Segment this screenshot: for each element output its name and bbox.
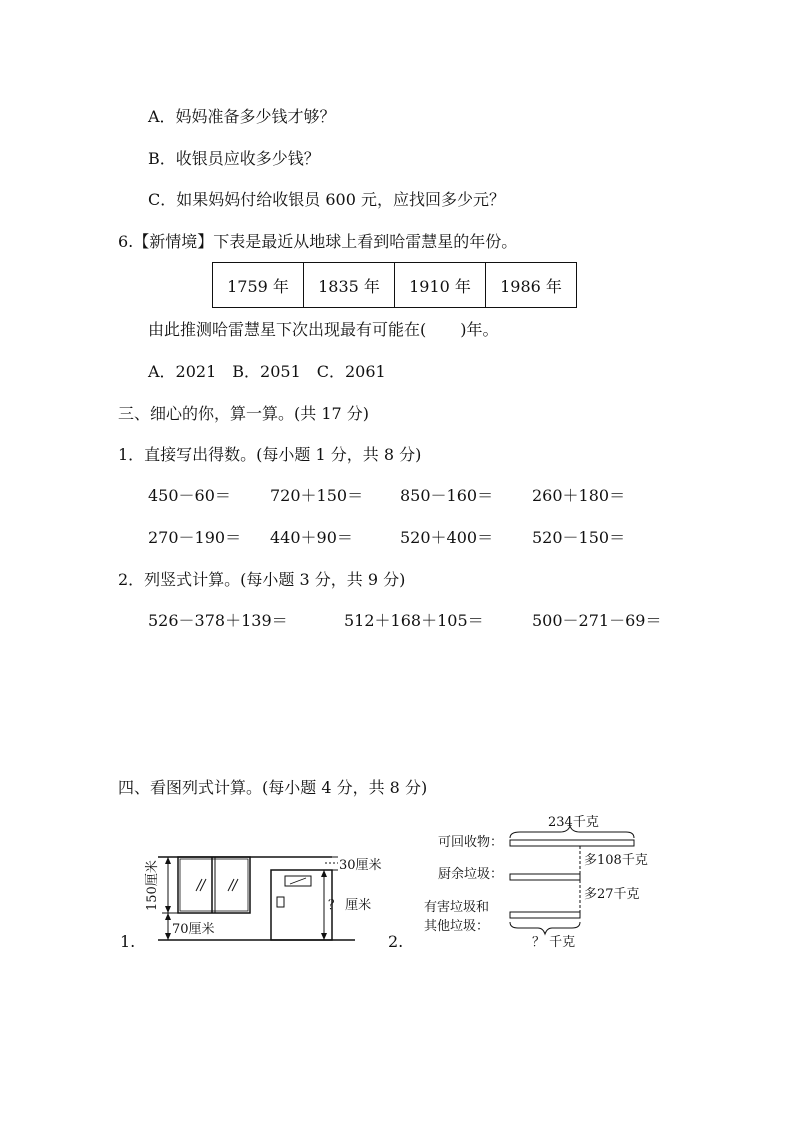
- kitchen-label: 厨余垃圾：: [438, 867, 504, 882]
- q6-text: 下表是最近从地球上看到哈雷慧星的年份。: [213, 232, 518, 251]
- section3-sub1: 1．直接写出得数。(每小题 1 分，共 8 分): [118, 445, 422, 464]
- q5-option-c: C．如果妈妈付给收银员 600 元，应找回多少元？: [148, 190, 505, 209]
- bottom-label: 70厘米: [172, 922, 215, 937]
- total-label: 234千克: [548, 815, 599, 830]
- section4-title: 四、看图列式计算。(每小题 4 分，共 8 分): [118, 778, 428, 797]
- diff1-label: 多108千克: [584, 853, 648, 868]
- calc-item: 270－190＝: [148, 528, 242, 547]
- garbage-bar-diagram: [420, 808, 670, 953]
- calc-item: 720＋150＝: [270, 486, 364, 505]
- calc-item: 450－60＝: [148, 486, 231, 505]
- q6-prompt-after: )年。: [460, 320, 499, 339]
- calc-item: 520＋400＝: [400, 528, 494, 547]
- calc-item: 260＋180＝: [532, 486, 626, 505]
- q6-number: 6.: [118, 232, 134, 251]
- q6-stem: [118, 232, 517, 252]
- year-cell: 1835 年: [304, 263, 395, 308]
- recyclable-label: 可回收物：: [438, 835, 504, 850]
- calc-item: 440＋90＝: [270, 528, 353, 547]
- hazardous-label-1: 有害垃圾和: [424, 900, 490, 915]
- year-cell: 1759 年: [213, 263, 304, 308]
- top-label: 30厘米: [339, 858, 382, 873]
- fig1-number: 1.: [120, 932, 136, 951]
- calc-item: 520－150＝: [532, 528, 626, 547]
- height-label: 150厘米: [145, 860, 160, 911]
- diff2-label: 多27千克: [584, 887, 640, 902]
- section3-title: 三、细心的你，算一算。(共 17 分): [118, 404, 370, 423]
- section3-sub2: 2．列竖式计算。(每小题 3 分，共 9 分): [118, 570, 406, 589]
- q6-prompt: [148, 320, 499, 340]
- year-cell: 1986 年: [486, 263, 577, 308]
- q6-choices: A．2021 B．2051 C．2061: [148, 362, 386, 381]
- unknown-label: ？ 千克: [532, 935, 576, 950]
- q6-tag: 【新情境】: [133, 232, 214, 251]
- fig2-number: 2.: [388, 932, 404, 951]
- vertical-calc-item: 512＋168＋105＝: [344, 611, 484, 630]
- halley-years-table: [212, 262, 577, 308]
- q5-option-a: A．妈妈准备多少钱才够？: [148, 107, 336, 126]
- wall-diagram: [140, 845, 385, 950]
- calc-item: 850－160＝: [400, 486, 494, 505]
- door-height-label: ？ 厘米: [328, 898, 372, 913]
- year-cell: 1910 年: [395, 263, 486, 308]
- vertical-calc-item: 526－378＋139＝: [148, 611, 288, 630]
- q5-option-b: B．收银员应收多少钱？: [148, 149, 320, 168]
- hazardous-label-2: 其他垃圾：: [424, 919, 490, 934]
- q6-prompt-before: 由此推测哈雷慧星下次出现最有可能在(: [148, 320, 427, 339]
- vertical-calc-item: 500－271－69＝: [532, 611, 662, 630]
